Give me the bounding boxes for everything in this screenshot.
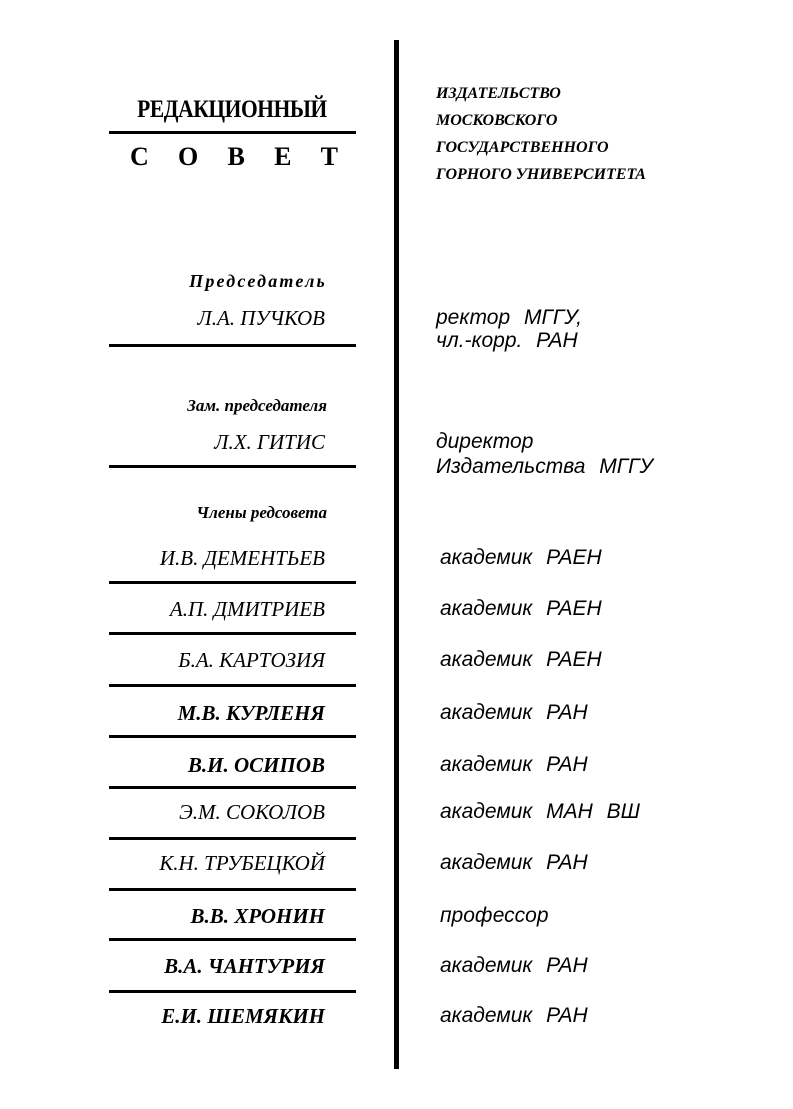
- member-name: Е.И. ШЕМЯКИН: [161, 1004, 325, 1028]
- member-role: академик РАЕН: [440, 546, 602, 569]
- board-title-line1: РЕДАКЦИОННЫЙ: [137, 96, 327, 123]
- member-rule: [109, 938, 356, 941]
- publisher-line: МОСКОВСКОГО: [436, 112, 558, 129]
- member-name: М.В. КУРЛЕНЯ: [177, 701, 325, 725]
- title-letter: О: [178, 142, 199, 171]
- member-name: А.П. ДМИТРИЕВ: [169, 597, 325, 621]
- chairman-rule: [109, 344, 356, 347]
- member-rule: [109, 684, 356, 687]
- member-rule: [109, 837, 356, 840]
- member-name: Э.М. СОКОЛОВ: [179, 800, 325, 824]
- member-name: Б.А. КАРТОЗИЯ: [178, 648, 325, 672]
- member-rule: [109, 735, 356, 738]
- deputy-rule: [109, 465, 356, 468]
- member-name: В.И. ОСИПОВ: [187, 753, 325, 777]
- title-rule: [109, 131, 356, 134]
- member-role: академик РАН: [440, 753, 588, 776]
- member-name: В.В. ХРОНИН: [190, 904, 325, 928]
- member-role: академик РАН: [440, 851, 588, 874]
- title-letter: Т: [320, 142, 338, 171]
- title-letter: С: [130, 142, 149, 171]
- title-letter: Е: [274, 142, 292, 171]
- board-title-line2: [130, 142, 338, 172]
- vertical-divider: [394, 40, 399, 1069]
- publisher-line: ИЗДАТЕЛЬСТВО: [436, 85, 561, 102]
- member-name: К.Н. ТРУБЕЦКОЙ: [159, 851, 325, 875]
- deputy-role-line1: директор: [436, 430, 534, 453]
- chairman-role-line2: чл.-корр. РАН: [436, 329, 578, 352]
- member-name: В.А. ЧАНТУРИЯ: [164, 954, 325, 978]
- member-role: академик МАН ВШ: [440, 800, 640, 823]
- publisher-block: [436, 80, 646, 188]
- member-role: профессор: [440, 904, 549, 927]
- member-role: академик РАЕН: [440, 597, 602, 620]
- member-role: академик РАН: [440, 701, 588, 724]
- chairman-label: Председатель: [189, 271, 327, 291]
- publisher-line: ГОСУДАРСТВЕННОГО: [436, 139, 609, 156]
- deputy-role-line2: Издательства МГГУ: [436, 455, 653, 478]
- chairman-role-line1: ректор МГГУ,: [436, 306, 582, 329]
- member-role: академик РАН: [440, 1004, 588, 1027]
- member-rule: [109, 786, 356, 789]
- member-rule: [109, 632, 356, 635]
- member-role: академик РАН: [440, 954, 588, 977]
- deputy-label: Зам. председателя: [187, 396, 327, 415]
- deputy-name: Л.Х. ГИТИС: [214, 430, 325, 454]
- chairman-name: Л.А. ПУЧКОВ: [197, 306, 325, 330]
- member-rule: [109, 888, 356, 891]
- member-name: И.В. ДЕМЕНТЬЕВ: [159, 546, 325, 570]
- member-rule: [109, 990, 356, 993]
- publisher-line: ГОРНОГО УНИВЕРСИТЕТА: [436, 166, 646, 183]
- members-label: Члены редсовета: [196, 503, 327, 522]
- member-role: академик РАЕН: [440, 648, 602, 671]
- member-rule: [109, 581, 356, 584]
- title-letter: В: [227, 142, 245, 171]
